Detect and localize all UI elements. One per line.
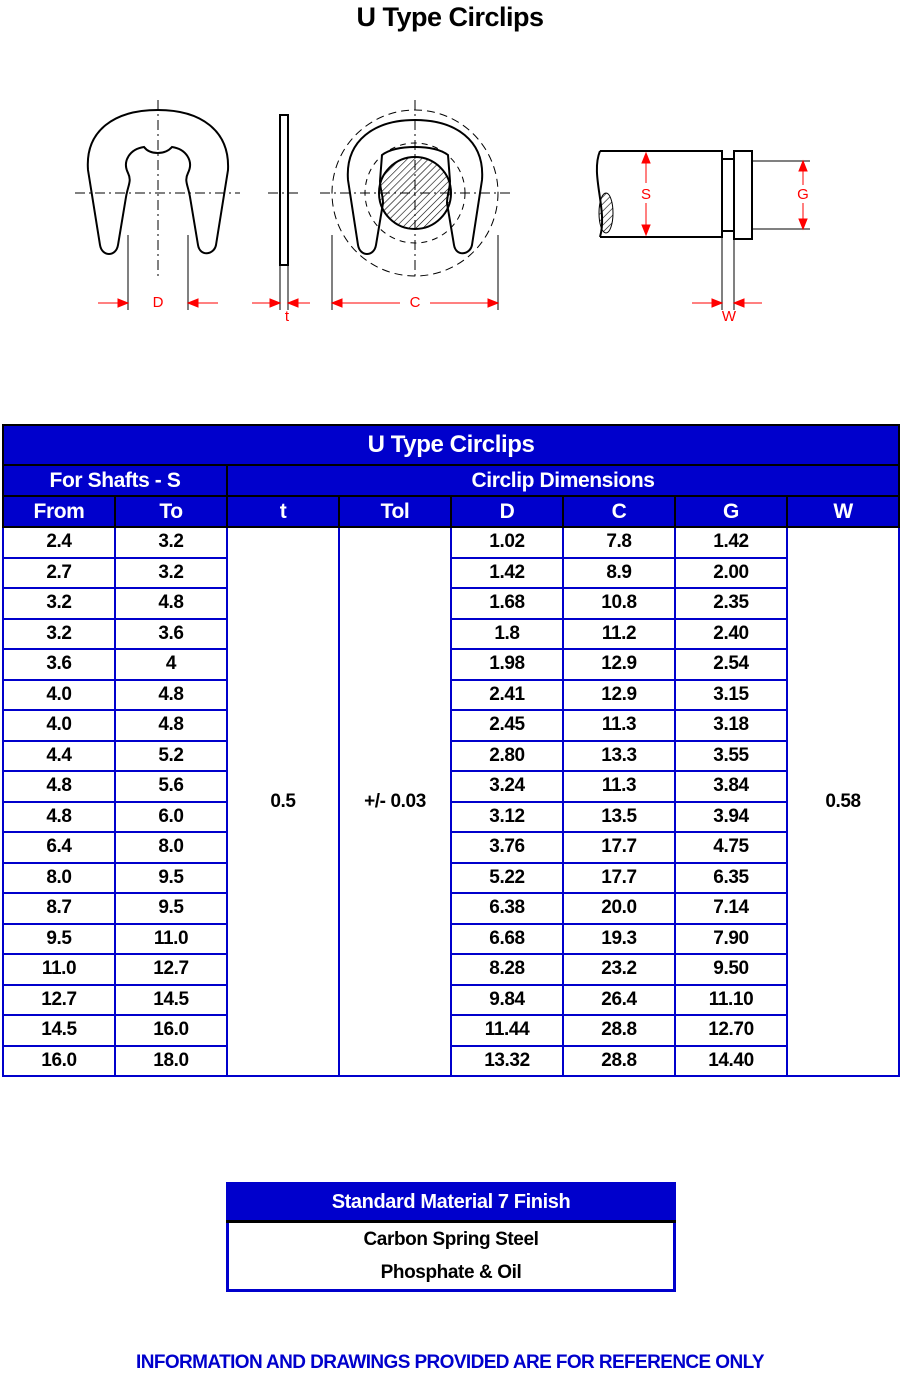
cell-to: 5.2 (115, 741, 227, 772)
cell-d: 1.68 (451, 588, 563, 619)
cell-from: 8.7 (3, 893, 115, 924)
material-line: Carbon Spring Steel (363, 1228, 539, 1250)
cell-d: 3.24 (451, 771, 563, 802)
cell-g: 2.00 (675, 558, 787, 589)
clip-installed-view (320, 100, 510, 310)
cell-from: 4.8 (3, 771, 115, 802)
cell-from: 4.4 (3, 741, 115, 772)
table-row (3, 802, 899, 833)
cell-c: 11.2 (563, 619, 675, 650)
column-header-from: From (3, 496, 115, 527)
cell-from: 12.7 (3, 985, 115, 1016)
cell-d: 1.42 (451, 558, 563, 589)
cell-c: 23.2 (563, 954, 675, 985)
label-d: D (152, 294, 164, 311)
cell-c: 12.9 (563, 680, 675, 711)
table-row (3, 832, 899, 863)
cell-g: 11.10 (675, 985, 787, 1016)
cell-to: 4 (115, 649, 227, 680)
disclaimer-footer: INFORMATION AND DRAWINGS PROVIDED ARE FOR REFERENCE ONLY (136, 1352, 764, 1373)
cell-c: 13.3 (563, 741, 675, 772)
label-c: C (409, 294, 421, 311)
cell-c: 11.3 (563, 771, 675, 802)
cell-d: 1.02 (451, 527, 563, 558)
cell-to: 16.0 (115, 1015, 227, 1046)
dimension-w (692, 299, 762, 325)
cell-c: 20.0 (563, 893, 675, 924)
cell-g: 3.15 (675, 680, 787, 711)
table-row (3, 924, 899, 955)
table-row (3, 558, 899, 589)
label-t: t (284, 308, 290, 325)
table-row (3, 741, 899, 772)
cell-c: 11.3 (563, 710, 675, 741)
cell-to: 3.6 (115, 619, 227, 650)
cell-to: 6.0 (115, 802, 227, 833)
table-row (3, 985, 899, 1016)
cell-from: 16.0 (3, 1046, 115, 1077)
cell-d: 1.8 (451, 619, 563, 650)
cell-d: 3.12 (451, 802, 563, 833)
cell-d: 6.68 (451, 924, 563, 955)
cell-c: 28.8 (563, 1015, 675, 1046)
cell-g: 7.90 (675, 924, 787, 955)
label-w: W (721, 308, 737, 325)
cell-from: 3.2 (3, 588, 115, 619)
dimension-g (797, 161, 809, 229)
cell-g: 3.84 (675, 771, 787, 802)
table-row (3, 1046, 899, 1077)
table-title: U Type Circlips (3, 425, 899, 465)
cell-from: 3.6 (3, 649, 115, 680)
cell-d: 1.98 (451, 649, 563, 680)
cell-d: 11.44 (451, 1015, 563, 1046)
shaft-view (597, 151, 810, 310)
cell-to: 14.5 (115, 985, 227, 1016)
column-header-g: G (675, 496, 787, 527)
cell-d: 2.41 (451, 680, 563, 711)
cell-to: 3.2 (115, 527, 227, 558)
clip-side-view (268, 115, 300, 310)
technical-drawing (0, 85, 900, 335)
circlip-spec-table (2, 424, 900, 1077)
cell-from: 8.0 (3, 863, 115, 894)
dimension-t (252, 299, 310, 325)
column-header-c: C (563, 496, 675, 527)
cell-g: 4.75 (675, 832, 787, 863)
dimension-s (641, 153, 651, 235)
cell-g: 3.18 (675, 710, 787, 741)
cell-d: 9.84 (451, 985, 563, 1016)
cell-tol: +/- 0.03 (339, 527, 451, 1076)
cell-d: 8.28 (451, 954, 563, 985)
clip-front-view (75, 100, 240, 310)
cell-to: 4.8 (115, 680, 227, 711)
cell-d: 5.22 (451, 863, 563, 894)
cell-to: 4.8 (115, 710, 227, 741)
cell-d: 2.80 (451, 741, 563, 772)
table-row (3, 619, 899, 650)
table-row (3, 954, 899, 985)
circlip-drawing-svg (0, 85, 900, 335)
cell-from: 6.4 (3, 832, 115, 863)
column-header-tol: Tol (339, 496, 451, 527)
cell-d: 2.45 (451, 710, 563, 741)
label-g: G (797, 186, 809, 203)
cell-from: 11.0 (3, 954, 115, 985)
cell-g: 2.40 (675, 619, 787, 650)
cell-c: 12.9 (563, 649, 675, 680)
cell-g: 3.94 (675, 802, 787, 833)
cell-to: 11.0 (115, 924, 227, 955)
cell-c: 28.8 (563, 1046, 675, 1077)
cell-from: 4.0 (3, 710, 115, 741)
finish-line: Phosphate & Oil (380, 1261, 522, 1283)
cell-from: 2.7 (3, 558, 115, 589)
table-row (3, 893, 899, 924)
cell-g: 6.35 (675, 863, 787, 894)
table-row (3, 649, 899, 680)
cell-g: 3.55 (675, 741, 787, 772)
cell-g: 12.70 (675, 1015, 787, 1046)
table-row (3, 1015, 899, 1046)
table-row (3, 863, 899, 894)
cell-c: 17.7 (563, 863, 675, 894)
cell-c: 10.8 (563, 588, 675, 619)
column-header-w: W (787, 496, 899, 527)
table-row (3, 588, 899, 619)
cell-g: 1.42 (675, 527, 787, 558)
cell-to: 4.8 (115, 588, 227, 619)
table-row (3, 710, 899, 741)
cell-g: 9.50 (675, 954, 787, 985)
cell-g: 2.35 (675, 588, 787, 619)
cell-to: 5.6 (115, 771, 227, 802)
cell-g: 2.54 (675, 649, 787, 680)
cell-c: 26.4 (563, 985, 675, 1016)
cell-d: 3.76 (451, 832, 563, 863)
cell-w: 0.58 (787, 527, 899, 1076)
cell-d: 6.38 (451, 893, 563, 924)
cell-d: 13.32 (451, 1046, 563, 1077)
cell-to: 12.7 (115, 954, 227, 985)
dimension-d (98, 294, 218, 311)
cell-from: 14.5 (3, 1015, 115, 1046)
group-header-shafts: For Shafts - S (3, 465, 227, 496)
cell-c: 13.5 (563, 802, 675, 833)
cell-to: 3.2 (115, 558, 227, 589)
cell-to: 18.0 (115, 1046, 227, 1077)
cell-from: 3.2 (3, 619, 115, 650)
dimension-c (332, 294, 498, 311)
page-title: U Type Circlips (356, 2, 544, 32)
cell-c: 17.7 (563, 832, 675, 863)
cell-c: 7.8 (563, 527, 675, 558)
cell-to: 9.5 (115, 893, 227, 924)
cell-g: 14.40 (675, 1046, 787, 1077)
cell-c: 19.3 (563, 924, 675, 955)
material-table (226, 1182, 676, 1292)
cell-t: 0.5 (227, 527, 339, 1076)
cell-from: 4.8 (3, 802, 115, 833)
cell-to: 9.5 (115, 863, 227, 894)
cell-from: 4.0 (3, 680, 115, 711)
material-header: Standard Material 7 Finish (228, 1184, 675, 1222)
column-header-to: To (115, 496, 227, 527)
table-row (3, 771, 899, 802)
table-row (3, 527, 899, 558)
group-header-dimensions: Circlip Dimensions (227, 465, 899, 496)
cell-to: 8.0 (115, 832, 227, 863)
cell-c: 8.9 (563, 558, 675, 589)
cell-from: 2.4 (3, 527, 115, 558)
cell-from: 9.5 (3, 924, 115, 955)
table-row (3, 680, 899, 711)
table-body (3, 527, 899, 1076)
column-header-t: t (227, 496, 339, 527)
cell-g: 7.14 (675, 893, 787, 924)
column-header-d: D (451, 496, 563, 527)
label-s: S (640, 186, 652, 203)
